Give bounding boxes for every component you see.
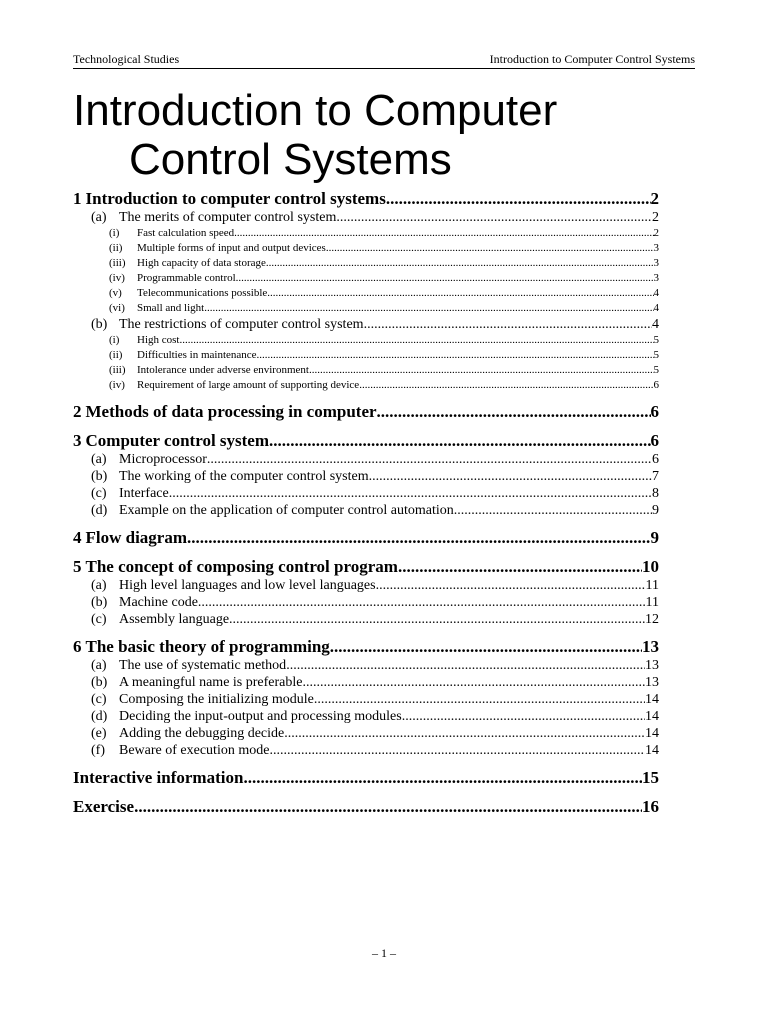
toc-entry-number: (e) [91,726,107,741]
toc-entry-number: 2 [73,402,82,421]
title-line-2: Control Systems [129,135,452,184]
toc-entry-page: 10 [642,557,659,576]
dot-leader [179,333,653,348]
toc-entry-label: A meaningful name is preferable [119,675,303,690]
running-header [73,52,695,69]
dot-leader [386,189,651,209]
toc-entry-level-3[interactable] [73,226,659,241]
page-number: – 1 – [372,946,396,960]
toc-entry-page: 14 [645,726,659,741]
dot-leader [302,674,645,691]
toc-entry-page: 8 [652,486,659,501]
toc-entry-level-2[interactable] [73,708,659,725]
toc-entry-number: (ii) [109,242,123,254]
dot-leader [257,348,654,363]
toc-entry-page: 14 [645,692,659,707]
toc-entry-level-3[interactable] [73,333,659,348]
toc-entry-level-2[interactable] [73,468,659,485]
dot-leader [198,594,646,611]
toc-entry-number: (vi) [109,302,125,314]
title-line-1: Introduction to Computer [73,86,558,135]
dot-leader [369,468,652,485]
toc-entry-level-3[interactable] [73,301,659,316]
toc-spacer [73,393,659,402]
toc-entry-page: 7 [652,469,659,484]
dot-leader [309,363,654,378]
toc-spacer [73,788,659,797]
toc-entry-level-2[interactable] [73,674,659,691]
toc-entry-level-3[interactable] [73,256,659,271]
toc-entry-level-2[interactable] [73,451,659,468]
dot-leader [236,271,654,286]
toc-entry-level-2[interactable] [73,611,659,628]
toc-entry-number: (v) [109,287,122,299]
dot-leader [187,528,650,548]
toc-entry-label: Example on the application of computer control automation [119,503,454,518]
toc-entry-level-1[interactable] [73,431,659,451]
toc-entry-number: (b) [91,317,108,332]
dot-leader [377,402,651,422]
dot-leader [314,691,645,708]
toc-entry-number: (i) [109,227,120,239]
toc-entry-label: Adding the debugging decide [119,726,285,741]
toc-entry-level-2[interactable] [73,485,659,502]
toc-spacer [73,548,659,557]
toc-entry-number: (b) [91,469,108,484]
table-of-contents [73,189,659,817]
toc-entry-number: (a) [91,452,107,467]
toc-entry-label: High level languages and low level languages [119,578,376,593]
toc-entry-page: 9 [650,528,659,547]
dot-leader [204,301,653,316]
toc-entry-number: 6 [73,637,82,656]
toc-entry-number: 5 [73,557,82,576]
toc-entry-label: The working of the computer control system [119,469,369,484]
toc-entry-number: (c) [91,692,107,707]
toc-entry-level-3[interactable] [73,241,659,256]
toc-entry-page: 5 [653,334,659,346]
dot-leader [234,226,653,241]
toc-entry-label: Fast calculation speed [137,227,235,239]
dot-leader [398,557,642,577]
toc-entry-label: Beware of execution mode [119,743,270,758]
toc-entry-number: (b) [91,595,108,610]
toc-entry-label: Interface [119,486,169,501]
toc-entry-page: 16 [642,797,659,816]
dot-leader [269,431,650,451]
toc-entry-page: 14 [645,709,659,724]
dot-leader [326,241,654,256]
dot-leader [207,451,652,468]
page-title [73,86,695,184]
toc-entry-number: (iii) [109,257,126,269]
dot-leader [402,708,645,725]
toc-entry-level-3[interactable] [73,286,659,301]
dot-leader [336,209,652,226]
toc-entry-level-1[interactable] [73,402,659,422]
toc-entry-page: 5 [653,349,659,361]
toc-entry-number: (f) [91,743,105,758]
toc-entry-label: The merits of computer control system [119,210,337,225]
toc-spacer [73,759,659,768]
toc-entry-level-1[interactable] [73,637,659,657]
toc-entry-level-3[interactable] [73,271,659,286]
toc-entry-level-2[interactable] [73,577,659,594]
toc-entry-page: 3 [653,257,659,269]
toc-entry-label: Multiple forms of input and output devices [137,242,326,254]
toc-entry-page: 12 [645,612,659,627]
toc-entry-level-1[interactable] [73,768,659,788]
toc-entry-label: Computer control system [85,431,270,450]
toc-entry-number: (c) [91,486,107,501]
toc-entry-label: Telecommunications possible [137,287,268,299]
toc-entry-number: (iv) [109,272,125,284]
toc-entry-page: 6 [653,379,659,391]
toc-entry-label: Composing the initializing module [119,692,314,707]
header-subject: Technological Studies [73,52,180,66]
dot-leader [284,725,645,742]
dot-leader [330,637,642,657]
toc-entry-level-2[interactable] [73,209,659,226]
toc-entry-number: (i) [109,334,120,346]
toc-entry-label: High cost [137,334,180,346]
toc-entry-number: (ii) [109,349,123,361]
toc-spacer [73,422,659,431]
toc-entry-page: 14 [645,743,659,758]
toc-entry-label: The basic theory of programming [85,637,330,656]
toc-entry-label: Machine code [119,595,198,610]
toc-entry-page: 4 [652,317,659,332]
toc-entry-level-1[interactable] [73,528,659,548]
toc-entry-page: 6 [650,402,659,421]
toc-entry-number: (a) [91,578,107,593]
toc-entry-page: 2 [652,210,659,225]
dot-leader [286,657,645,674]
toc-entry-page: 15 [642,768,659,787]
toc-entry-label: Intolerance under adverse environment [137,364,309,376]
toc-entry-number: (b) [91,675,108,690]
toc-entry-page: 3 [653,242,659,254]
header-chapter: Introduction to Computer Control Systems [489,52,695,66]
toc-entry-page: 11 [645,595,659,610]
toc-entry-level-2[interactable] [73,657,659,674]
toc-entry-page: 13 [642,637,659,656]
toc-entry-label: The restrictions of computer control system [119,317,364,332]
dot-leader [266,256,654,271]
toc-entry-level-1[interactable] [73,557,659,577]
toc-entry-label: Exercise [73,797,135,816]
toc-entry-page: 2 [653,227,659,239]
toc-entry-level-2[interactable] [73,725,659,742]
toc-entry-level-1[interactable] [73,189,659,209]
toc-entry-number: 1 [73,189,82,208]
toc-entry-level-3[interactable] [73,363,659,378]
toc-entry-label: Assembly language [119,612,230,627]
toc-entry-label: Introduction to computer control systems [85,189,386,208]
toc-entry-page: 6 [650,431,659,450]
toc-entry-page: 4 [653,287,659,299]
dot-leader [169,485,652,502]
dot-leader [359,378,653,393]
dot-leader [269,742,645,759]
toc-entry-label: Difficulties in maintenance [137,349,257,361]
toc-entry-level-3[interactable] [73,378,659,393]
toc-entry-number: 4 [73,528,82,547]
toc-entry-label: Interactive information [73,768,244,787]
dot-leader [229,611,645,628]
toc-entry-label: Small and light [137,302,205,314]
toc-entry-page: 5 [653,364,659,376]
toc-spacer [73,628,659,637]
dot-leader [364,316,652,333]
toc-entry-level-3[interactable] [73,348,659,363]
toc-entry-label: Deciding the input-output and processing modules [119,709,402,724]
toc-entry-page: 9 [652,503,659,518]
dot-leader [376,577,646,594]
dot-leader [243,768,642,788]
toc-entry-number: (a) [91,658,107,673]
toc-entry-page: 6 [652,452,659,467]
toc-entry-label: Requirement of large amount of supporting device [137,379,360,391]
toc-entry-level-2[interactable] [73,502,659,519]
toc-entry-level-2[interactable] [73,316,659,333]
toc-entry-number: (iv) [109,379,125,391]
toc-entry-number: (d) [91,503,108,518]
toc-entry-number: 3 [73,431,82,450]
toc-entry-page: 2 [650,189,659,208]
toc-entry-level-1[interactable] [73,797,659,817]
toc-entry-level-2[interactable] [73,691,659,708]
toc-entry-label: The use of systematic method [119,658,287,673]
toc-entry-level-2[interactable] [73,742,659,759]
toc-entry-level-2[interactable] [73,594,659,611]
toc-entry-number: (a) [91,210,107,225]
toc-entry-page: 4 [653,302,659,314]
toc-entry-page: 13 [645,675,659,690]
dot-leader [134,797,642,817]
toc-entry-number: (iii) [109,364,126,376]
dot-leader [267,286,653,301]
toc-spacer [73,519,659,528]
toc-entry-page: 13 [645,658,659,673]
toc-entry-page: 3 [653,272,659,284]
toc-entry-label: Programmable control [137,272,236,284]
toc-entry-label: Microprocessor [119,452,207,467]
toc-entry-page: 11 [645,578,659,593]
toc-entry-label: Flow diagram [85,528,188,547]
toc-entry-label: Methods of data processing in computer [85,402,377,421]
toc-entry-number: (d) [91,709,108,724]
toc-entry-number: (c) [91,612,107,627]
toc-entry-label: The concept of composing control program [85,557,398,576]
toc-entry-label: High capacity of data storage [137,257,266,269]
dot-leader [454,502,652,519]
